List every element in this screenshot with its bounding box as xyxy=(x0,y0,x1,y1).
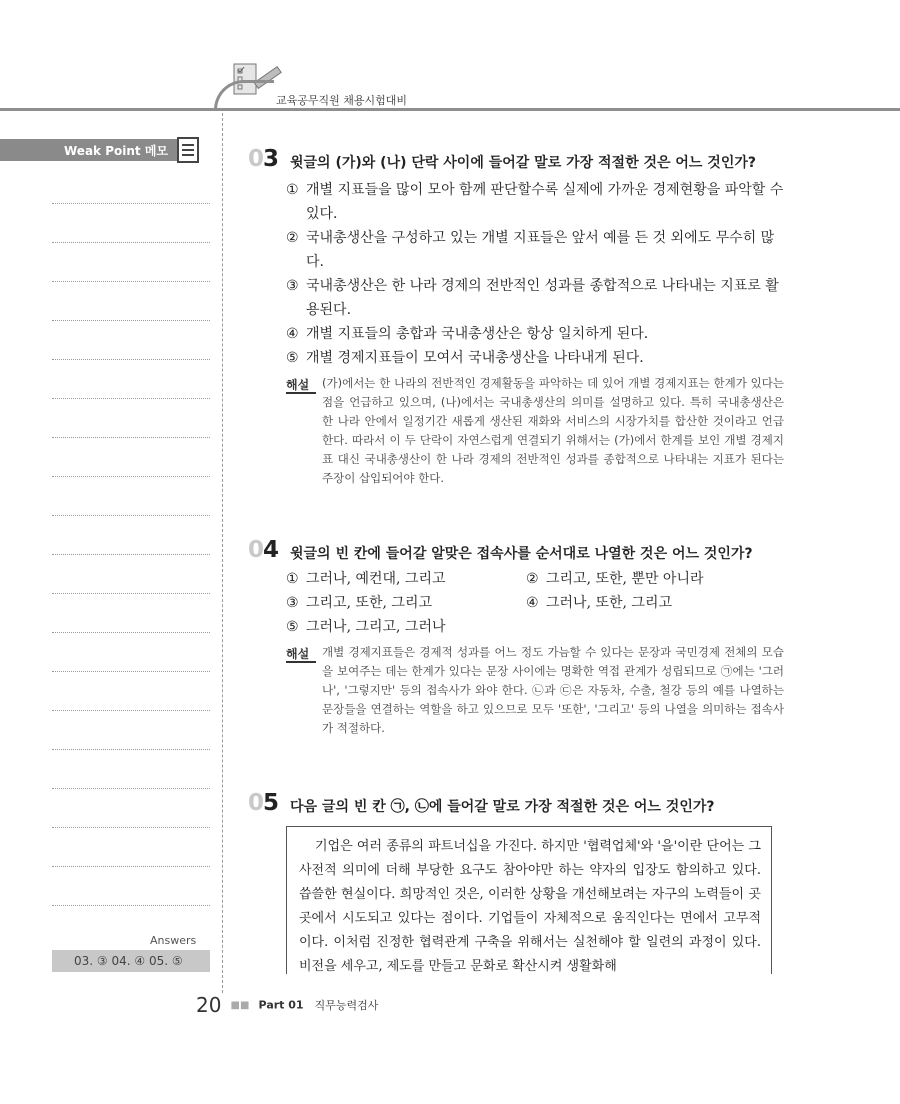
footer-dots: ■■ xyxy=(230,999,250,1011)
page-footer xyxy=(196,993,378,1019)
question-stem: 다음 글의 빈 칸 ㉠, ㉡에 들어갈 말로 가장 적절한 것은 어느 것인가? xyxy=(290,799,715,815)
option-2[interactable]: ② 그리고, 또한, 뿐만 아니라 xyxy=(526,571,704,587)
memo-line xyxy=(52,788,210,789)
option-2[interactable]: ② 국내총생산을 구성하고 있는 개별 지표들은 앞서 예를 든 것 외에도 무수히 많다. xyxy=(286,230,775,270)
memo-line xyxy=(52,554,210,555)
question-03 xyxy=(248,146,788,496)
footer-part: Part 01 xyxy=(258,998,304,1012)
memo-line xyxy=(52,905,210,906)
question-05 xyxy=(248,790,788,820)
option-1[interactable]: ① 개별 지표들을 많이 모아 함께 판단할수록 실제에 가까운 경제현황을 파악할 수 있다. xyxy=(286,182,784,222)
footer-title: 직무능력검사 xyxy=(314,999,379,1012)
memo-line xyxy=(52,320,210,321)
answers-box: 03. ③ 04. ④ 05. ⑤ xyxy=(52,950,210,972)
memo-line xyxy=(52,281,210,282)
page-header xyxy=(0,0,900,130)
option-4[interactable]: ④ 개별 지표들의 총합과 국내총생산은 항상 일치하게 된다. xyxy=(286,326,649,342)
weak-point-bar xyxy=(0,139,178,161)
memo-line xyxy=(52,866,210,867)
explanation-text: 개별 경제지표들은 경제적 성과를 어느 정도 가늠할 수 있다는 문장과 국민경제 전체의 모습을 보여주는 데는 한계가 있다는 문장 사이에는 명확한 역접 관계가 성립되므로 ㉠에는 '그러나', '그렇지만' 등의 접속사가 와야 한다. ㉡과 ㉢은 자동차, 수출, 철강 등의 예를 나열하는 문장들을 연결하는 역할을 하고 있으므로 모두 '또한', '그리고' 등의 나열을 의미하는 접속사가 적절하다. xyxy=(322,645,784,735)
answers-label: Answers xyxy=(150,934,197,947)
question-number: 04 xyxy=(248,537,279,563)
explanation-badge: 해설 xyxy=(286,647,310,661)
memo-line xyxy=(52,437,210,438)
weak-point-label: Weak Point 메모 xyxy=(64,144,168,158)
memo-line xyxy=(52,203,210,204)
memo-line xyxy=(52,242,210,243)
passage-box: 기업은 여러 종류의 파트너십을 가진다. 하지만 '협력업체'와 '을'이란 단어는 그 사전적 의미에 더해 부당한 요구도 참아야만 하는 약자의 입장도 함의하고 있다. 씁쓸한 현실이다. 희망적인 것은, 이러한 상황을 개선해보려는 자구의 노력들이 곳곳에서 시도되고 있다는 점이다. 기업들이 자체적으로 움직인다는 면에서 고무적이다. 이처럼 진정한 협력관계 구축을 위해서는 실천해야 할 일련의 과정이 있다. 비전을 세우고, 제도를 만들고 문화로 확산시켜 생활화해 xyxy=(286,826,772,974)
option-3[interactable]: ③ 국내총생산은 한 나라 경제의 전반적인 성과를 종합적으로 나타내는 지표로 활용된다. xyxy=(286,278,779,318)
option-1[interactable]: ① 그러나, 예컨대, 그리고 xyxy=(286,571,446,587)
explanation-text: (가)에서는 한 나라의 전반적인 경제활동을 파악하는 데 있어 개별 경제지표는 한계가 있다는 점을 언급하고 있으며, (나)에서는 국내총생산의 의미를 설명하고 있다. 특히 국내총생산은 한 나라 안에서 일정기간 새롭게 생산된 재화와 서비스의 시장가치를 합산한 것이라고 언급한다. 따라서 이 두 단락이 자연스럽게 연결되기 위해서는 (가)에서 한계를 보인 개별 경제지표 대신 국내총생산이 한 나라 경제의 전반적인 성과를 종합적으로 나타내는 지표가 된다는 주장이 삽입되어야 한다. xyxy=(322,376,784,485)
option-list xyxy=(286,178,786,370)
memo-list-icon xyxy=(176,136,200,164)
question-number: 03 xyxy=(248,146,279,172)
option-4[interactable]: ④ 그러나, 또한, 그리고 xyxy=(526,595,672,611)
question-04 xyxy=(248,537,788,767)
question-number: 05 xyxy=(248,790,279,816)
option-list xyxy=(286,567,766,639)
memo-line xyxy=(52,359,210,360)
option-5[interactable]: ⑤ 그러나, 그리고, 그러나 xyxy=(286,619,446,635)
option-3[interactable]: ③ 그리고, 또한, 그리고 xyxy=(286,595,432,611)
memo-line xyxy=(52,632,210,633)
header-title: 교육공무직원 채용시험대비 xyxy=(276,94,408,107)
option-5[interactable]: ⑤ 개별 경제지표들이 모여서 국내총생산을 나타내게 된다. xyxy=(286,350,644,366)
explanation-badge: 해설 xyxy=(286,378,310,392)
memo-line xyxy=(52,710,210,711)
memo-line xyxy=(52,515,210,516)
memo-line xyxy=(52,593,210,594)
memo-line xyxy=(52,671,210,672)
question-stem: 윗글의 (가)와 (나) 단락 사이에 들어갈 말로 가장 적절한 것은 어느 것인가? xyxy=(290,155,756,171)
question-stem: 윗글의 빈 칸에 들어갈 알맞은 접속사를 순서대로 나열한 것은 어느 것인가? xyxy=(290,546,753,562)
column-divider xyxy=(222,113,223,993)
memo-line xyxy=(52,749,210,750)
memo-line xyxy=(52,398,210,399)
memo-line xyxy=(52,827,210,828)
memo-line xyxy=(52,476,210,477)
page-number: 20 xyxy=(196,993,222,1017)
